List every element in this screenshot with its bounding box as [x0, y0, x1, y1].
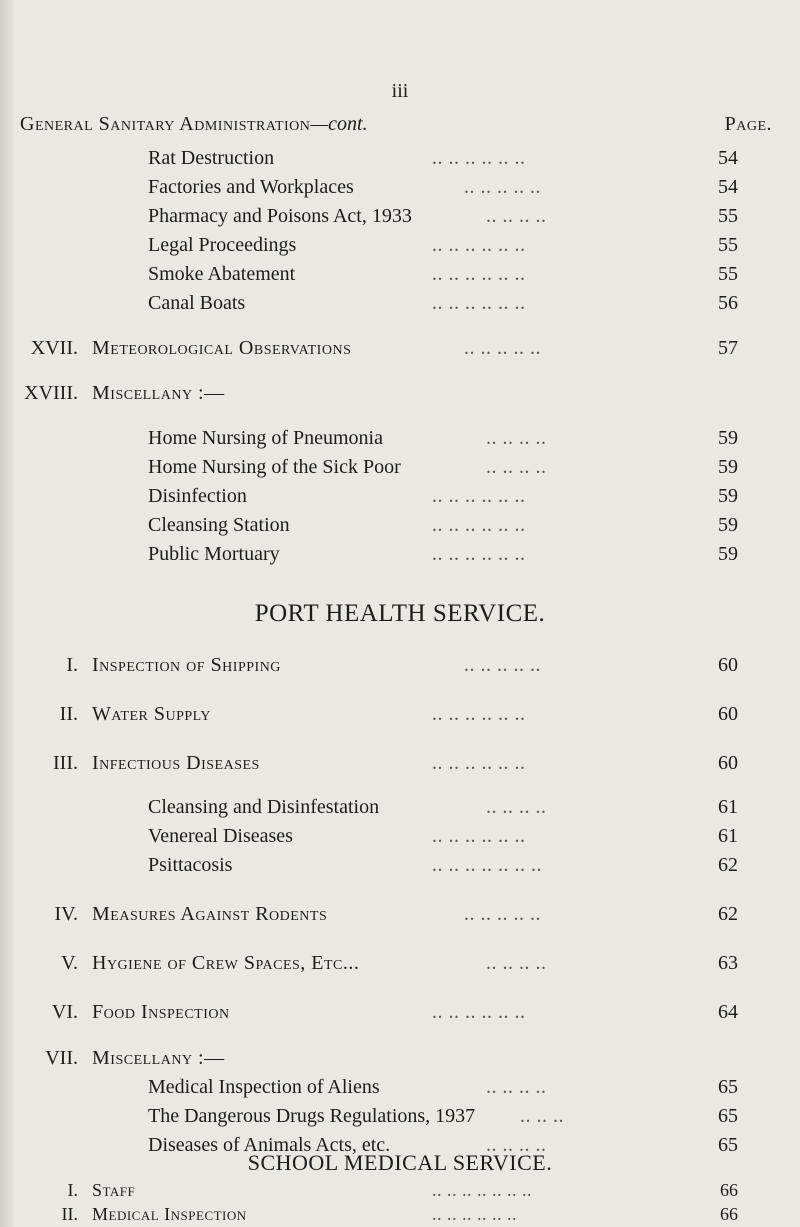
- header-suffix: —cont.: [310, 113, 368, 135]
- entry-label: Smoke Abatement: [148, 263, 296, 285]
- dot-leaders: .. .. .. .. ..: [464, 903, 541, 925]
- dot-leaders: .. .. .. .. .. ..: [432, 292, 526, 314]
- section-number: IV.: [54, 903, 78, 925]
- entry-page: 66: [720, 1180, 738, 1200]
- dot-leaders: .. .. .. ..: [486, 1076, 547, 1098]
- entry-label: The Dangerous Drugs Regulations, 1937: [148, 1105, 476, 1127]
- section-number: V.: [61, 952, 78, 974]
- entry-label: Rat Destruction: [148, 147, 275, 169]
- toc-section-entry[interactable]: [0, 1202, 800, 1226]
- section-number: XVII.: [30, 337, 78, 359]
- entry-page: 55: [718, 205, 738, 227]
- entry-page: 66: [720, 1204, 738, 1224]
- entry-page: 55: [718, 234, 738, 256]
- entry-label: Home Nursing of the Sick Poor: [148, 456, 401, 478]
- entry-label: Psittacosis: [148, 854, 233, 876]
- entry-page: 59: [718, 485, 738, 507]
- dot-leaders: .. .. .. .. .. ..: [432, 703, 526, 725]
- section-title: Staff: [92, 1180, 136, 1200]
- entry-page: 65: [718, 1134, 738, 1156]
- section-number: II.: [59, 703, 78, 725]
- dot-leaders: .. .. .. ..: [486, 796, 547, 818]
- dot-leaders: .. .. .. ..: [486, 205, 547, 227]
- school-medical-title: SCHOOL MEDICAL SERVICE.: [247, 1150, 553, 1175]
- section-number: VI.: [51, 1001, 78, 1023]
- section-title: Water Supply: [92, 703, 211, 725]
- section-number: I.: [66, 654, 78, 676]
- entry-page: 62: [718, 903, 738, 925]
- toc-section-entry[interactable]: [0, 1178, 800, 1202]
- section-number: III.: [53, 752, 78, 774]
- entry-page: 63: [718, 952, 738, 974]
- page-number: iii: [391, 80, 409, 102]
- port-health-title: PORT HEALTH SERVICE.: [254, 600, 546, 627]
- dot-leaders: .. .. .. ..: [486, 456, 547, 478]
- dot-leaders: .. .. .. .. ..: [464, 176, 541, 198]
- section-title: Meteorological Observations: [92, 337, 352, 359]
- entry-label: Canal Boats: [148, 292, 246, 314]
- entry-page: 54: [718, 176, 738, 198]
- dot-leaders: .. .. .. ..: [486, 952, 547, 974]
- entry-label: Disinfection: [148, 485, 247, 507]
- dot-leaders: .. .. .. .. .. ..: [432, 514, 526, 536]
- entry-label: Medical Inspection of Aliens: [148, 1076, 380, 1098]
- section-title: Miscellany :—: [92, 382, 225, 404]
- entry-label: Public Mortuary: [148, 543, 280, 565]
- dot-leaders: .. .. .. .. .. ..: [432, 147, 526, 169]
- entry-label: Diseases of Animals Acts, etc.: [148, 1134, 391, 1156]
- section-title: Hygiene of Crew Spaces, Etc...: [92, 952, 360, 974]
- entry-page: 54: [718, 147, 738, 169]
- entry-label: Venereal Diseases: [148, 825, 293, 847]
- dot-leaders: .. .. .. .. .. ..: [432, 543, 526, 565]
- section-number: II.: [61, 1204, 78, 1224]
- section-title: Infectious Diseases: [92, 752, 260, 774]
- entry-page: 61: [718, 796, 738, 818]
- dot-leaders: .. .. .. .. .. ..: [432, 752, 526, 774]
- dot-leaders: .. .. .. .. .. ..: [432, 1001, 526, 1023]
- entry-label: Pharmacy and Poisons Act, 1933: [148, 205, 412, 227]
- entry-label: Home Nursing of Pneumonia: [148, 427, 383, 449]
- dot-leaders: .. .. .. ..: [486, 427, 547, 449]
- dot-leaders: .. .. .. .. .. ..: [432, 263, 526, 285]
- dot-leaders: .. .. .. .. .. ..: [432, 234, 526, 256]
- section-number: VII.: [45, 1047, 78, 1069]
- dot-leaders: .. .. .. .. .. ..: [432, 1204, 517, 1224]
- page-column-label: Page.: [724, 113, 772, 135]
- dot-leaders: .. .. ..: [520, 1105, 564, 1127]
- entry-label: Cleansing and Disinfestation: [148, 796, 380, 818]
- dot-leaders: .. .. .. ..: [486, 1134, 547, 1156]
- entry-page: 61: [718, 825, 738, 847]
- dot-leaders: .. .. .. .. .. ..: [432, 825, 526, 847]
- entry-page: 64: [718, 1001, 738, 1023]
- entry-page: 57: [718, 337, 738, 359]
- entry-page: 62: [718, 854, 738, 876]
- school-entries: [0, 1178, 800, 1227]
- entry-page: 60: [718, 752, 738, 774]
- section-number: I.: [67, 1180, 78, 1200]
- entry-page: 65: [718, 1076, 738, 1098]
- dot-leaders: .. .. .. .. .. ..: [432, 485, 526, 507]
- section-title: Medical Inspection: [92, 1204, 247, 1224]
- header-title: General Sanitary Administration: [20, 113, 311, 135]
- entry-page: 60: [718, 703, 738, 725]
- entry-page: 59: [718, 543, 738, 565]
- dot-leaders: .. .. .. .. ..: [464, 654, 541, 676]
- section-number: XVIII.: [24, 382, 78, 404]
- entry-label: Legal Proceedings: [148, 234, 297, 256]
- entry-page: 55: [718, 263, 738, 285]
- entry-page: 59: [718, 456, 738, 478]
- dot-leaders: .. .. .. .. .. .. ..: [432, 854, 542, 876]
- dot-leaders: .. .. .. .. .. .. ..: [432, 1180, 532, 1200]
- entry-page: 59: [718, 427, 738, 449]
- entry-page: 60: [718, 654, 738, 676]
- dot-leaders: .. .. .. .. ..: [464, 337, 541, 359]
- section-title: Measures Against Rodents: [92, 903, 328, 925]
- entry-label: Cleansing Station: [148, 514, 290, 536]
- section-title: Miscellany :—: [92, 1047, 225, 1069]
- entry-page: 65: [718, 1105, 738, 1127]
- entry-label: Factories and Workplaces: [148, 176, 354, 198]
- entry-page: 56: [718, 292, 738, 314]
- section-title: Food Inspection: [92, 1001, 230, 1023]
- entry-page: 59: [718, 514, 738, 536]
- section-title: Inspection of Shipping: [92, 654, 281, 676]
